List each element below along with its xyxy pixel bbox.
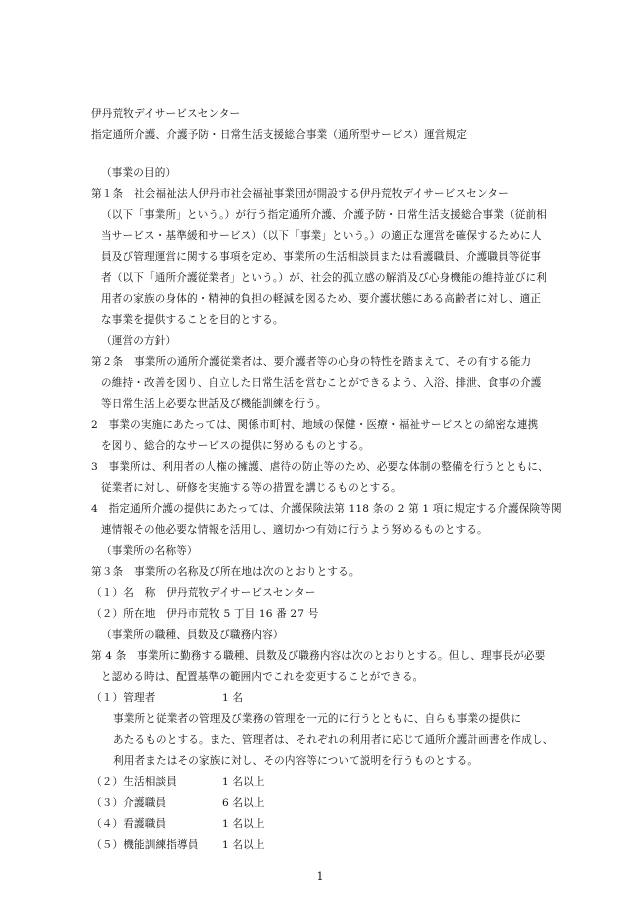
staff-item-5-label: （５）機能訓練指導員 (91, 839, 199, 851)
staff-item-3-count: 6 名以上 (222, 797, 265, 809)
article-2-line-3: 等日常生活上必要な世話及び機能訓練を行う。 (101, 398, 327, 410)
article-1-line-4: 員及び管理運営に関する事項を定め、事業所の生活相談員または看護職員、介護職員等従事 (101, 251, 542, 263)
article-1-line-7: な事業を提供することを目的とする。 (101, 314, 284, 326)
section-heading-policy: （運営の方針） (101, 335, 177, 347)
article-2-line-2: の維持・改善を図り、自立した日常生活を営むことができるよう、入浴、排泄、食事の介護 (101, 377, 542, 389)
article-2-line-1: 第２条 事業所の通所介護従業者は、要介護者等の心身の特性を踏まえて、その有する能力 (91, 356, 532, 368)
staff-item-1-desc-3: 利用者またはその家族に対し、その内容等について説明を行うものとする。 (113, 755, 479, 767)
article-4-line-1: 第 4 条 事業所に勤務する職種、員数及び職務内容は次のとおりとする。但し、理事長が必要 (91, 650, 546, 662)
staff-item-1-count: 1 名 (222, 692, 244, 704)
article-2-para-2-line-2: を図り、総合的なサービスの提供に努めるものとする。 (101, 440, 370, 452)
staff-item-2-label: （２）生活相談員 (91, 776, 177, 788)
staff-item-3-label: （３）介護職員 (91, 797, 167, 809)
article-1-line-6: 用者の家族の身体的・精神的負担の軽減を図るため、要介護状態にある高齢者に対し、適正 (101, 293, 542, 305)
staff-item-4-label: （４）看護職員 (91, 818, 167, 830)
article-3-item-1: （１）名 称 伊丹荒牧デイサービスセンター (91, 587, 316, 599)
article-1-line-5: 者（以下「通所介護従業者」という。）が、社会的孤立感の解消及び心身機能の維持並びに利 (101, 272, 547, 284)
article-2-para-3-line-2: 従業者に対し、研修を実施する等の措置を講じるものとする。 (101, 482, 402, 494)
staff-item-4-count: 1 名以上 (222, 818, 265, 830)
article-3-line-1: 第３条 事業所の名称及び所在地は次のとおりとする。 (91, 566, 360, 578)
page-number: 1 (316, 870, 324, 883)
article-2-para-4-line-2: 連情報その他必要な情報を活用し、適切かつ有効に行うよう努めるものとする。 (101, 524, 488, 536)
article-2-para-3-line-1: 3 事業所は、利用者の人権の擁護、虐待の防止等のため、必要な体制の整備を行うとともに、 (91, 461, 549, 473)
organization-name: 伊丹荒牧デイサービスセンター (91, 108, 241, 120)
staff-item-1-desc-2: あたるものとする。また、管理者は、それぞれの利用者に応じて通所介護計画書を作成し、 (113, 734, 554, 746)
article-1-line-3: 当サービス・基準緩和サービス）（以下「事業」という。）の適正な運営を確保するために人 (101, 230, 542, 242)
article-3-item-2: （２）所在地 伊丹市荒牧 5 丁目 16 番 27 号 (91, 608, 319, 620)
section-heading-staff: （事業所の職種、員数及び職務内容） (101, 629, 284, 641)
article-2-para-2-line-1: 2 事業の実施にあたっては、関係市町村、地域の保健・医療・福祉サービスとの綿密な連携 (91, 419, 539, 431)
section-heading-name: （事業所の名称等） (101, 545, 198, 557)
document-title: 指定通所介護、介護予防・日常生活支援総合事業（通所型サービス）運営規定 (91, 129, 468, 141)
section-heading-purpose: （事業の目的） (101, 167, 177, 179)
article-1-line-2: （以下「事業所」という。）が行う指定通所介護、介護予防・日常生活支援総合事業（従前相 (101, 209, 547, 221)
staff-item-5-count: 1 名以上 (222, 839, 265, 851)
article-4-line-2: と認める時は、配置基準の範囲内でこれを変更することができる。 (101, 671, 424, 683)
staff-item-1-desc-1: 事業所と従業者の管理及び業務の管理を一元的に行うとともに、自らも事業の提供に (113, 713, 522, 725)
article-2-para-4-line-1: 4 指定通所介護の提供にあたっては、介護保険法第 118 条の 2 第 1 項に規定する介護保険等関 (91, 503, 562, 515)
staff-item-1-label: （１）管理者 (91, 692, 156, 704)
staff-item-2-count: 1 名以上 (222, 776, 265, 788)
article-1-line-1: 第１条 社会福祉法人伊丹市社会福祉事業団が開設する伊丹荒牧デイサービスセンター (91, 188, 509, 200)
